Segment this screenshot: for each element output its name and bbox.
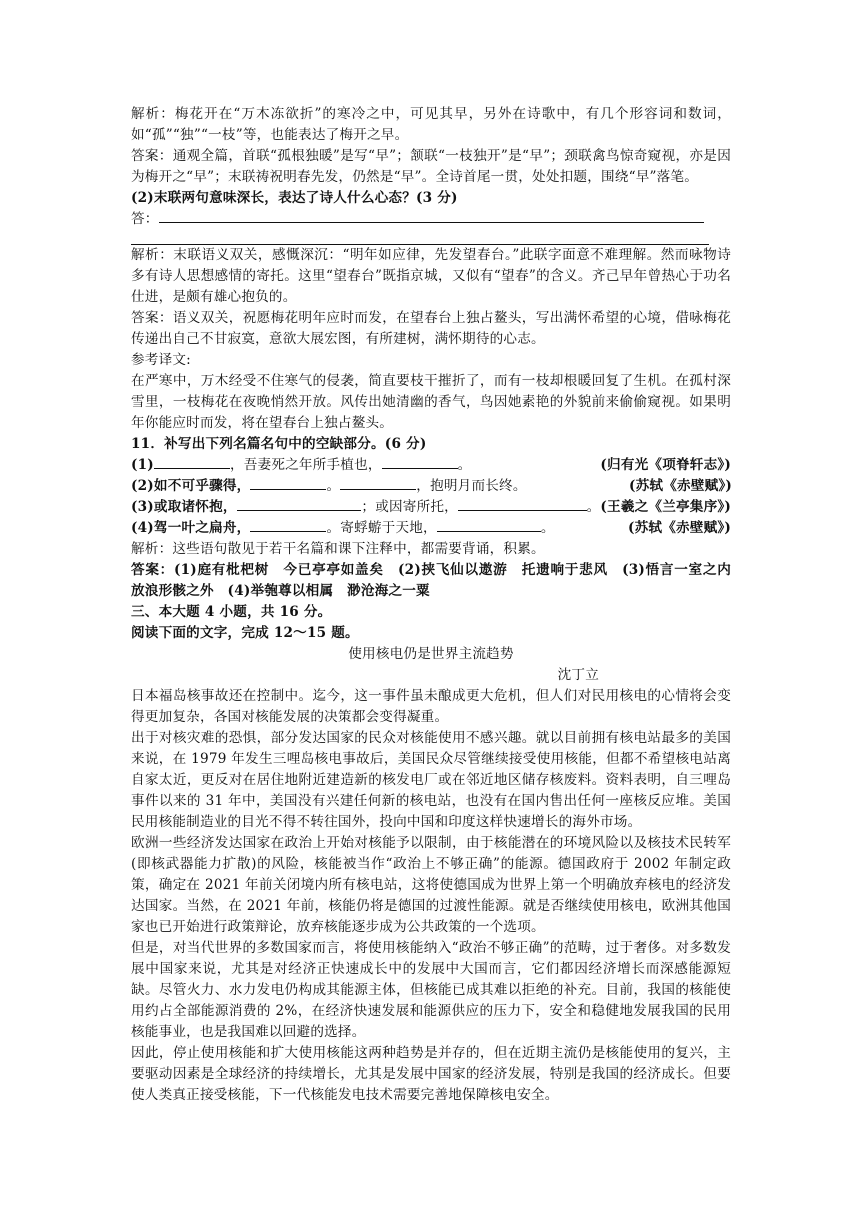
fill-item-2-source: (苏轼《赤壁赋》)	[628, 478, 732, 494]
fill-blank[interactable]	[237, 497, 362, 511]
analysis-q2: 解析：末联语义双关，感慨深沉：“明年如应律，先发望春台。”此联字面意不难理解。然而咏物诗多有诗人思想感情的寄托。这里“望春台”既指京城，又似有“望春”的含义。齐己早年曾热心于功名仕进，是颇有雄心抱负的。	[131, 247, 731, 305]
fill-item-1-source: (归有光《项脊轩志》)	[600, 457, 731, 473]
fill-item-2	[131, 476, 731, 497]
section-3-heading	[131, 602, 731, 623]
translation-text: 在严寒中，万木经受不住寒气的侵袭，简直要枝干摧折了，而有一枝却根暖回复了生机。在孤村深雪里，一枝梅花在夜晚悄然开放。风传出她清幽的香气，鸟因她素艳的外貌前来偷偷窥视。如果明年你能应时而发，将在望春台上独占鳌头。	[131, 373, 731, 431]
article-paragraph: 出于对核灾难的恐惧，部分发达国家的民众对核能使用不感兴趣。就以目前拥有核电站最多的美国来说，在 1979 年发生三哩岛核电事故后，美国民众尽管继续接受使用核能，但都不希望核电站离自家太近，更反对在居住地附近建造新的核发电厂或在邻近地区储存核废料。资料表明，自三哩岛事件以来的 31 年中，美国没有兴建任何新的核电站，也没有在国内售出任何一座核反应堆。美国民用核能制造业的目光不得不转往国外，投向中国和印度这样快速增长的海外市场。	[131, 730, 731, 830]
question-2	[131, 188, 731, 209]
reading-instruction	[131, 623, 731, 644]
fill-item-1-num: (1)	[131, 457, 154, 473]
answer-q11-text: 答案：(1)庭有枇杷树 今已亭亭如盖矣 (2)挟飞仙以遨游 托遗响于悲风 (3)悟言一室之内 放浪形骸之外 (4)举匏尊以相属 渺沧海之一粟	[131, 562, 745, 599]
fill-blank[interactable]	[437, 518, 541, 532]
fill-blank[interactable]	[154, 455, 230, 469]
answer-blank[interactable]	[159, 209, 704, 223]
question-2-text: (2)末联两句意味深长，表达了诗人什么心态？(3 分)	[131, 190, 458, 206]
fill-item-4	[131, 518, 731, 539]
article-paragraph: 日本福岛核事故还在控制中。迄今，这一事件虽未酿成更大危机，但人们对民用核电的心情将会变得更加复杂，各国对核能发展的决策都会变得凝重。	[131, 688, 731, 725]
answer-line-2[interactable]	[131, 230, 709, 245]
translation-label: 参考译文:	[131, 352, 191, 368]
document-page	[131, 104, 745, 1106]
fill-item-3-end: 。	[586, 499, 601, 515]
fill-item-2-text: (2)如不可乎骤得，	[131, 478, 251, 494]
fill-item-3-source: (王羲之《兰亭集序》)	[600, 499, 731, 515]
article-paragraph: 欧洲一些经济发达国家在政治上开始对核能予以限制，由于核能潜在的环境风险以及核技术民转军(即核武器能力扩散)的风险，核能被当作“政治上不够正确”的能源。德国政府于 2002 年制定政策，确定在 2021 年前关闭境内所有核电站，这将使德国成为世界上第一个明确放弃核电的经济发达国家。当然，在 2021 年前，核能仍将是德国的过渡性能源。就是否继续使用核电，欧洲其他国家也已开始进行政策辩论，放弃核能逐步成为公共政策的一个选项。	[131, 835, 731, 935]
answer-q2: 答案：语义双关，祝愿梅花明年应时而发，在望春台上独占鳌头，写出满怀希望的心境，借咏梅花传递出自己不甘寂寞，意欲大展宏图，有所建树，满怀期待的心志。	[131, 310, 731, 347]
article-author: 沈丁立	[557, 667, 599, 683]
fill-blank[interactable]	[250, 518, 326, 532]
question-11-heading-text: 11．补写出下列名篇名句中的空缺部分。(6 分)	[131, 436, 427, 452]
analysis-q1: 解析：梅花开在“万木冻欲折”的寒冷之中，可见其早，另外在诗歌中，有几个形容词和数词，如“孤”“独”“一枝”等，也能表达了梅开之早。	[131, 106, 731, 143]
fill-item-4-source: (苏轼《赤壁赋》)	[627, 520, 731, 536]
fill-item-3	[131, 497, 731, 518]
fill-blank[interactable]	[458, 497, 587, 511]
answer-prefix: 答：	[131, 211, 159, 227]
fill-item-4-text: (4)驾一叶之扁舟，	[131, 520, 251, 536]
fill-item-1-text: ，吾妻死之年所手植也，	[229, 457, 382, 473]
answer-q11	[131, 560, 745, 602]
fill-item-3-mid: ；或因寄所托，	[361, 499, 458, 515]
article-title: 使用核电仍是世界主流趋势	[348, 646, 514, 662]
reading-instruction-text: 阅读下面的文字，完成 12～15 题。	[131, 625, 359, 641]
fill-item-4-end: 。	[540, 520, 555, 536]
fill-blank[interactable]	[340, 476, 416, 490]
fill-item-2-mid: 。	[326, 478, 341, 494]
answer-q1: 答案：通观全篇，首联“孤根独暖”是写“早”；颔联“一枝独开”是“早”；颈联禽鸟惊奇窥视，亦是因为梅开之“早”；末联祷祝明春先发，仍然是“早”。全诗首尾一贯，处处扣题，围绕“早”落笔。	[131, 148, 731, 185]
article-paragraph: 但是，对当代世界的多数国家而言，将使用核能纳入“政治不够正确”的范畴，过于奢侈。对多数发展中国家来说，尤其是对经济正快速成长中的发展中大国而言，它们都因经济增长而深感能源短缺。尽管火力、水力发电仍构成其能源主体，但核能已成其难以拒绝的补充。目前，我国的核能使用约占全部能源消费的 2%，在经济快速发展和能源供应的压力下，安全和稳健地发展我国的民用核能事业，也是我国难以回避的选择。	[131, 940, 731, 1040]
question-11-heading	[131, 434, 731, 455]
fill-item-3-text: (3)或取诸怀抱，	[131, 499, 237, 515]
answer-line-1	[131, 209, 731, 230]
fill-blank[interactable]	[250, 476, 326, 490]
fill-blank[interactable]	[382, 455, 458, 469]
fill-item-1	[131, 455, 731, 476]
section-3-heading-text: 三、本大题 4 小题，共 16 分。	[131, 604, 332, 620]
fill-item-2-end: ，抱明月而长终。	[416, 478, 527, 494]
analysis-q11: 解析：这些语句散见于若干名篇和课下注释中，都需要背诵，积累。	[131, 541, 545, 557]
fill-item-1-end: 。	[457, 457, 472, 473]
fill-item-4-mid: 。寄蜉蝣于天地，	[326, 520, 437, 536]
article-paragraph: 因此，停止使用核能和扩大使用核能这两种趋势是并存的，但在近期主流仍是核能使用的复兴，主要驱动因素是全球经济的持续增长，尤其是发展中国家的经济发展，特别是我国的经济成长。但要使人类真正接受核能，下一代核能发电技术需要完善地保障核电安全。	[131, 1045, 731, 1103]
